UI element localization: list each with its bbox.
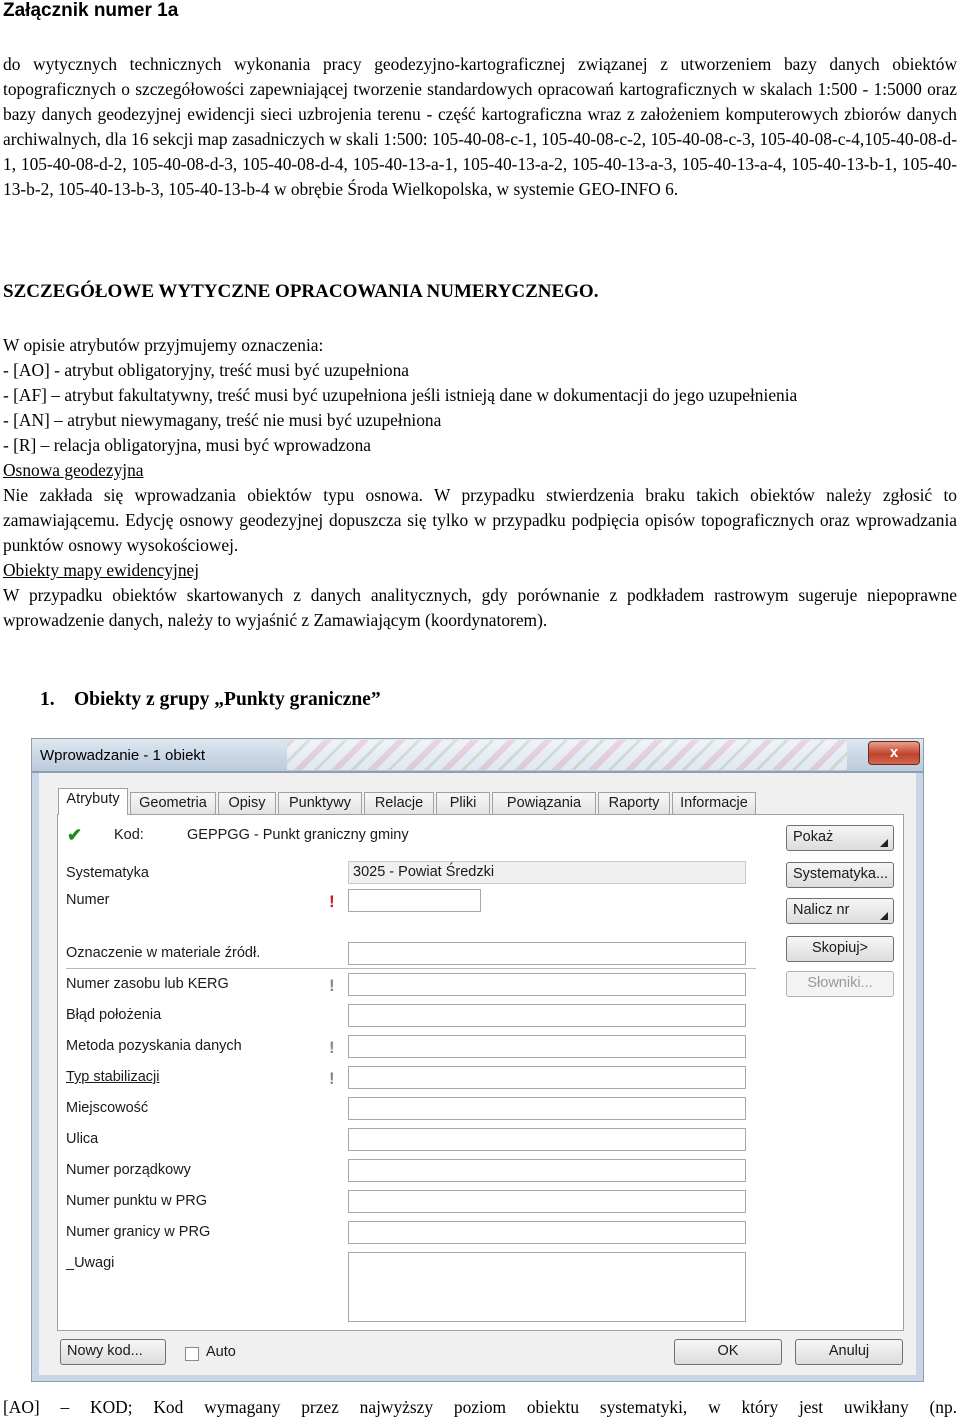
footer-line: [AO] – KOD; Kod wymagany przez najwyższy poziom obiektu systematyki, w który jest uwikłany (np. [3,1397,957,1417]
anuluj-button[interactable]: Anuluj [795,1339,903,1365]
dialog-title: Wprowadzanie - 1 obiekt [40,747,206,764]
tab-punktywy[interactable]: Punktywy [278,792,362,814]
section-number: 1. [40,689,55,710]
label-oznaczenie: Oznaczenie w materiale źródł. [66,945,261,961]
label-ulica: Ulica [66,1131,99,1147]
document-title: Załącznik numer 1a [3,0,179,21]
tab-relacje[interactable]: Relacje [364,792,434,814]
pokaz-label: Pokaż [793,829,834,845]
close-button[interactable] [868,741,920,765]
uwagi-field[interactable] [348,1252,746,1322]
numer-zasobu-field[interactable] [348,973,746,996]
label-numer-punktu-prg: Numer punktu w PRG [66,1193,208,1209]
auto-label: Auto [206,1344,236,1360]
label-numer-granicy-prg: Numer granicy w PRG [66,1224,211,1240]
label-numer-zasobu: Numer zasobu lub KERG [66,976,229,992]
ok-button[interactable]: OK [674,1339,782,1365]
tab-pliki[interactable]: Pliki [436,792,490,814]
section-title-text: Obiekty z grupy „Punkty graniczne” [74,689,381,710]
dialog-client [39,773,916,1375]
optional-icon: ! [329,1038,335,1057]
miejscowosc-field[interactable] [348,1097,746,1120]
dialog-frame [31,772,924,1382]
systematyka-field[interactable]: 3025 - Powiat Średzki [348,861,746,884]
tab-geometria[interactable]: Geometria [130,792,216,814]
tab-raporty[interactable]: Raporty [598,792,670,814]
label-metoda: Metoda pozyskania danych [66,1038,242,1054]
typ-stabilizacji-field[interactable] [348,1066,746,1089]
numer-granicy-prg-field[interactable] [348,1221,746,1244]
label-numer-porzadkowy: Numer porządkowy [66,1162,191,1178]
tab-powiazania[interactable]: Powiązania [492,792,596,814]
body-block [3,333,957,633]
mapa-text: W przypadku obiektów skartowanych z danych analitycznych, gdy porównanie z podkładem rastrowym sugeruje niepoprawne wprowadzenie danych, należy to wyjaśnić z Zamawiającym (koordynatorem). [3,585,957,630]
dialog-titlebar [31,738,924,772]
section-heading: SZCZEGÓŁOWE WYTYCZNE OPRACOWANIA NUMERYCZNEGO. [3,281,599,302]
mapa-title: Obiekty mapy ewidencyjnej [3,560,200,580]
tab-atrybuty[interactable]: Atrybuty [58,788,128,815]
label-uwagi: _Uwagi [66,1255,115,1271]
close-icon: x [889,744,899,761]
section-1-title [40,688,381,712]
nalicz-nr-button[interactable] [786,898,894,924]
kod-row [67,825,757,851]
divider [66,968,756,969]
dialog-screenshot [31,738,924,1382]
skopiuj-button[interactable]: Skopiuj> [786,936,894,962]
label-miejscowosc: Miejscowość [66,1100,149,1116]
attr-line-af: - [AF] – atrybut fakultatywny, treść musi być uzupełniona jeśli istnieją dane w dokumentacji do jego uzupełnienia [3,385,798,405]
checkmark-icon: ✔ [67,825,83,845]
label-typ-stabilizacji: Typ stabilizacji [66,1069,160,1085]
tab-opisy[interactable]: Opisy [218,792,276,814]
pokaz-button[interactable] [786,825,894,851]
nalicz-nr-label: Nalicz nr [793,902,850,918]
attr-line-an: - [AN] – atrybut niewymagany, treść nie musi być uzupełniona [3,410,442,430]
numer-porzadkowy-field[interactable] [348,1159,746,1182]
optional-icon: ! [329,1069,335,1088]
auto-checkbox[interactable] [185,1347,199,1361]
oznaczenie-field[interactable] [348,942,746,965]
kod-label: Kod: [114,827,144,843]
intro-paragraph: do wytycznych technicznych wykonania pracy geodezyjno-kartograficznej związanej z utworzeniem bazy danych obiektów topograficznych o szczegółowości zapewniającej tworzenie standardowych opracowań kartograficznych w skalach 1:500 - 1:5000 oraz bazy danych geodezyjnej ewidencji sieci uzbrojenia terenu - część kartograficzna wraz z założeniem komputerowych zbiorów danych archiwalnych, dla 16 sekcji map zasadniczych w skali 1:500: 105-40-08-c-1, 105-40-08-c-2, 105-40-08-c-3, 105-40-08-c-4,105-40-08-d-1, 105-40-08-d-2, 105-40-08-d-3, 105-40-08-d-4, 105-40-13-a-1, 105-40-13-a-2, 105-40-13-a-3, 105-40-13-a-4, 105-40-13-b-1, 105-40-13-b-2, 105-40-13-b-3, 105-40-13-b-4 w obrębie Środa Wielkopolska, w systemie GEO-INFO 6. [3,54,957,199]
slowniki-button[interactable]: Słowniki... [786,971,894,997]
dropdown-triangle-icon [880,912,888,920]
tab-informacje[interactable]: Informacje [672,792,756,814]
required-icon: ! [329,892,335,911]
ulica-field[interactable] [348,1128,746,1151]
metoda-field[interactable] [348,1035,746,1058]
label-blad-polozenia: Błąd położenia [66,1007,162,1023]
attr-intro: W opisie atrybutów przyjmujemy oznaczenia: [3,335,324,355]
nowy-kod-button[interactable]: Nowy kod... [60,1339,166,1365]
osnowa-text: Nie zakłada się wprowadzania obiektów typu osnowa. W przypadku stwierdzenia braku takich obiektów należy zgłosić to zamawiającemu. Edycję osnowy geodezyjnej dopuszcza się tylko w przypadku podpięcia opisów topograficznych oraz wprowadzania punktów osnowy wysokościowej. [3,485,957,555]
dropdown-triangle-icon [880,839,888,847]
numer-field[interactable] [348,889,481,912]
attr-line-r: - [R] – relacja obligatoryjna, musi być wprowadzona [3,435,371,455]
blad-polozenia-field[interactable] [348,1004,746,1027]
numer-punktu-prg-field[interactable] [348,1190,746,1213]
label-numer: Numer [66,892,110,908]
kod-value: GEPPGG - Punkt graniczny gminy [187,827,409,843]
systematyka-button[interactable]: Systematyka... [786,862,894,888]
osnowa-title: Osnowa geodezyjna [3,460,144,480]
map-background [287,740,847,770]
optional-icon: ! [329,976,335,995]
label-systematyka: Systematyka [66,865,149,881]
attr-line-ao: - [AO] - atrybut obligatoryjny, treść musi być uzupełniona [3,360,409,380]
